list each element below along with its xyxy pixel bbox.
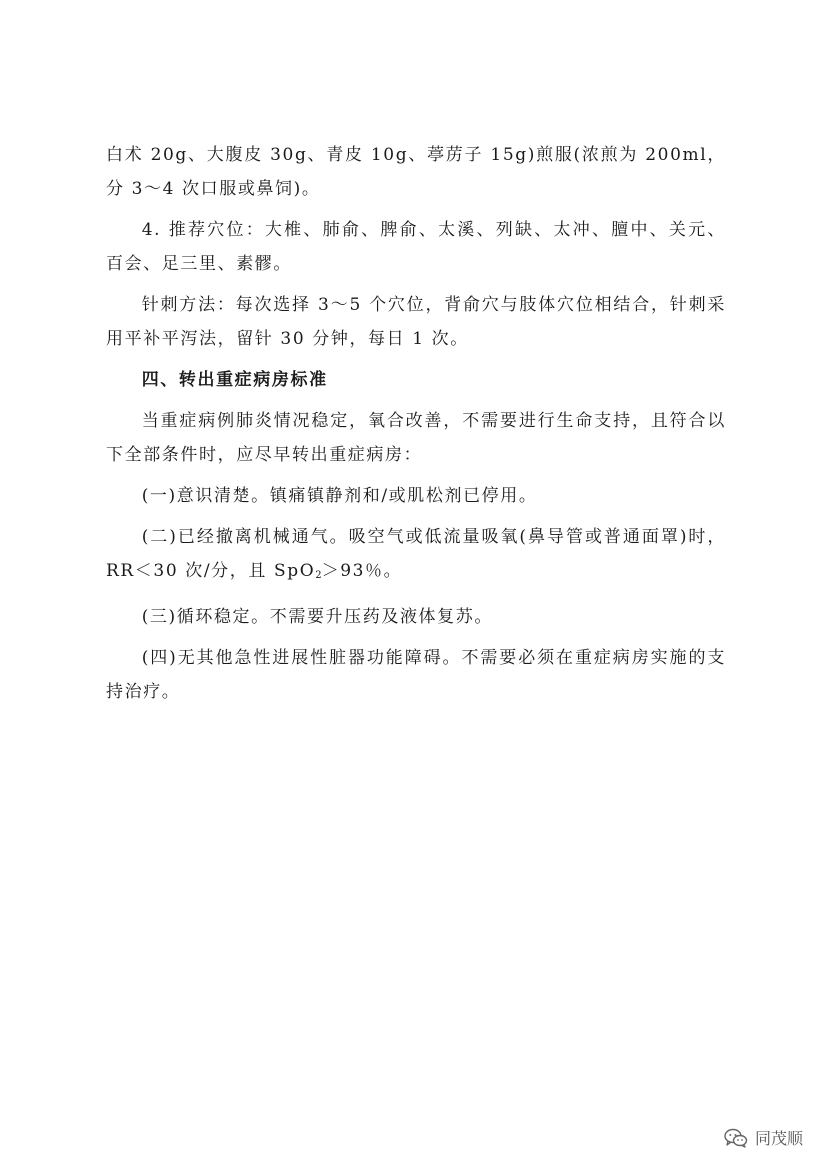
criterion-2-threshold: ＞93％。 (321, 561, 403, 581)
criterion-2-text: (二)已经撤离机械通气。吸空气或低流量吸氧(鼻导管或普通面罩)时，RR＜30 次/分，且 SpO (106, 527, 726, 581)
criterion-4: (四)无其他急性进展性脏器功能障碍。不需要必须在重症病房实施的支持治疗。 (106, 648, 726, 702)
criterion-3: (三)循环稳定。不需要升压药及液体复苏。 (141, 607, 493, 627)
paragraph-herbal-recipe: 白术 20g、大腹皮 30g、青皮 10g、葶苈子 15g)煎服(浓煎为 200ml，分 3～4 次口服或鼻饲)。 (106, 145, 726, 199)
criterion-1: (一)意识清楚。镇痛镇静剂和/或肌松剂已停用。 (141, 486, 538, 506)
paragraph-transfer-intro: 当重症病例肺炎情况稳定，氧合改善，不需要进行生命支持，且符合以下全部条件时，应尽早转出重症病房： (106, 411, 726, 465)
section-heading: 四、转出重症病房标准 (141, 370, 328, 390)
paragraph-acupuncture-method: 针刺方法：每次选择 3～5 个穴位，背俞穴与肢体穴位相结合，针刺采用平补平泻法，留针 30 分钟，每日 1 次。 (106, 295, 726, 349)
wechat-icon (724, 1128, 748, 1148)
wechat-watermark (724, 1126, 803, 1149)
spo2-subscript: 2 (315, 570, 322, 581)
paragraph-acupoints: 4. 推荐穴位：大椎、肺俞、脾俞、太溪、列缺、太冲、膻中、关元、百会、足三里、素髎。 (106, 220, 726, 274)
document-body (106, 138, 726, 716)
criterion-2 (106, 520, 726, 593)
watermark-text: 同茂顺 (754, 1129, 803, 1148)
